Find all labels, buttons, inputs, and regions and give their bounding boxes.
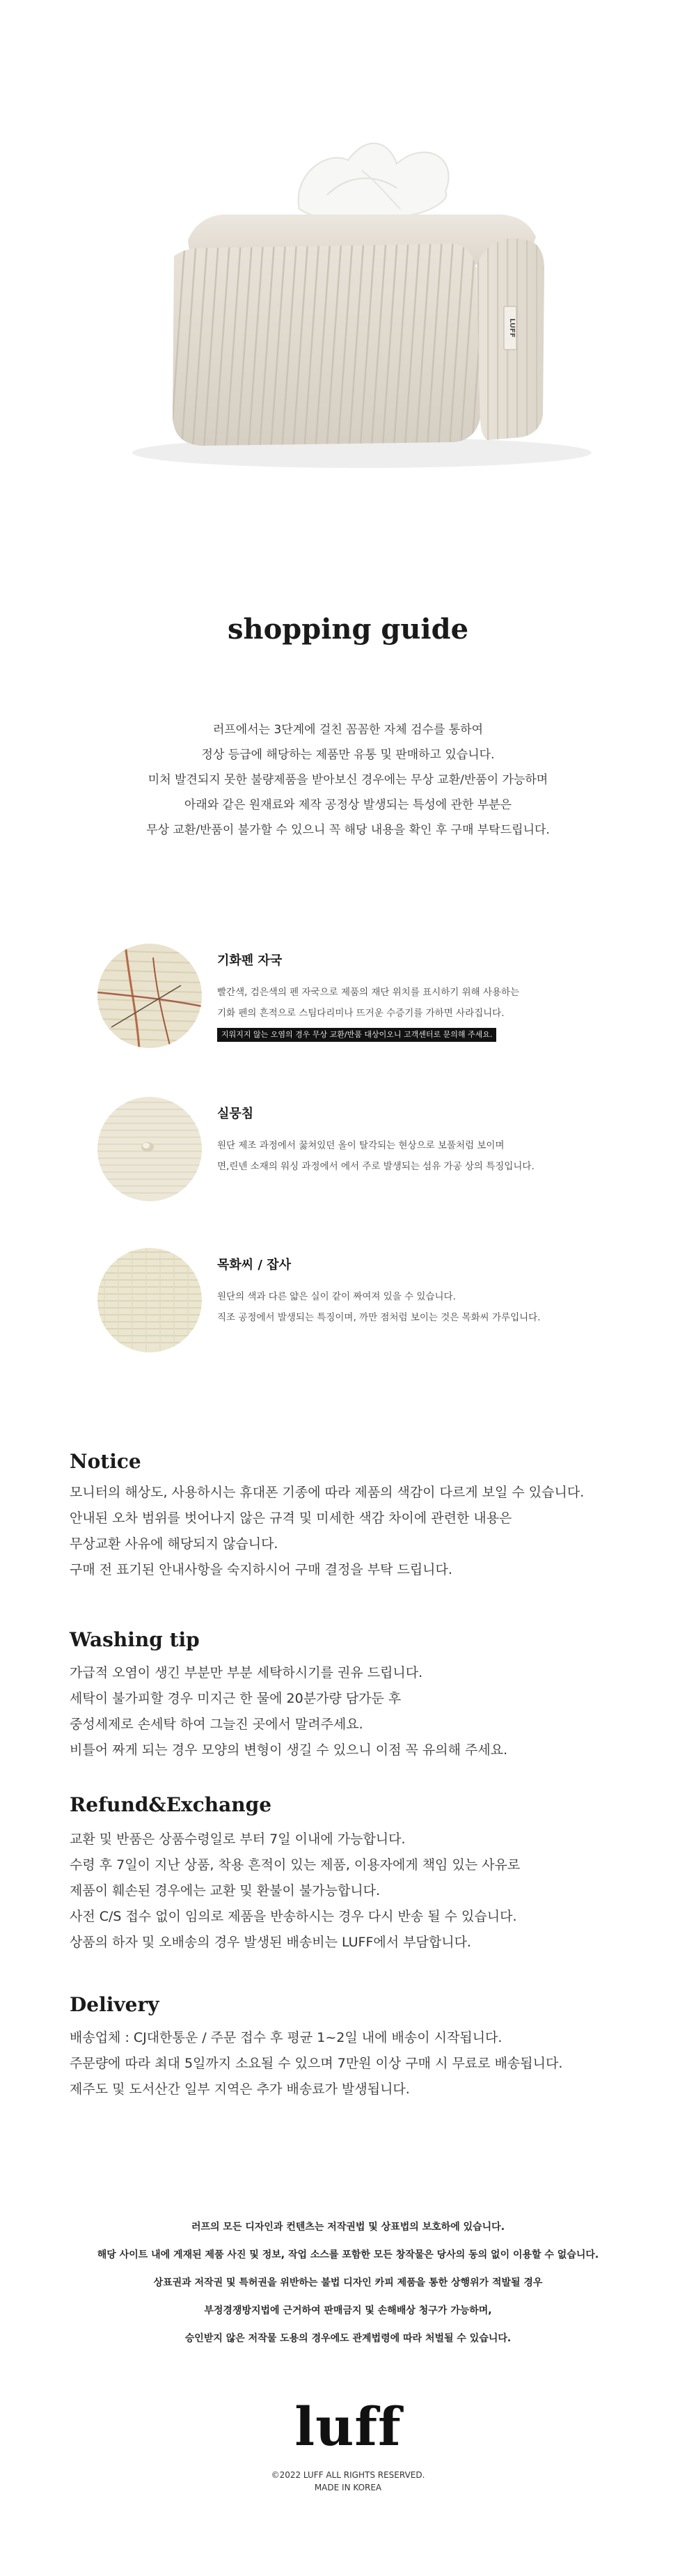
delivery-line: 주문량에 따라 최대 5일까지 소요될 수 있으며 7만원 이상 구매 시 무료로 배송됩니다. bbox=[70, 2056, 563, 2071]
defect-title: 기화펜 자국 bbox=[217, 953, 283, 968]
guide-intro bbox=[0, 717, 696, 843]
made-in-text: MADE IN KOREA bbox=[314, 2483, 382, 2492]
refund-line: 상품의 하자 및 오배송의 경우 발생된 배송비는 LUFF에서 부담합니다. bbox=[70, 1935, 471, 1950]
defect-item-cotton-seed bbox=[97, 1248, 640, 1352]
delivery-line: 배송업체 : CJ대한통운 / 주문 접수 후 평균 1~2일 내에 배송이 시작됩니다. bbox=[70, 2030, 503, 2045]
intro-line: 미처 발견되지 못한 불량제품을 받아보신 경우에는 무상 교환/반품이 가능하며 bbox=[148, 773, 548, 787]
shopping-guide-title: shopping guide bbox=[227, 613, 469, 646]
thread-clump-swatch-image bbox=[97, 1097, 202, 1201]
notice-body bbox=[70, 1480, 654, 1583]
copyright-line: 상표권과 저작권 및 특허권을 위반하는 불법 디자인 카피 제품을 통한 상행위가 적발될 경우 bbox=[153, 2277, 543, 2288]
notice-line: 구매 전 표기된 안내사항을 숙지하시어 구매 결정을 부탁 드립니다. bbox=[70, 1562, 452, 1577]
refund-line: 제품이 훼손된 경우에는 교환 및 환불이 불가능합니다. bbox=[70, 1883, 381, 1898]
rights-text: ©2022 LUFF ALL RIGHTS RESERVED. bbox=[271, 2470, 425, 2480]
defect-line: 원단의 색과 다른 얇은 실이 같이 짜여져 있을 수 있습니다. bbox=[217, 1291, 456, 1302]
intro-line: 정상 등급에 해당하는 제품만 유통 및 판매하고 있습니다. bbox=[201, 748, 495, 762]
defect-item-thread-clump bbox=[97, 1097, 640, 1201]
copyright-notice bbox=[0, 2213, 696, 2352]
intro-line: 러프에서는 3단계에 걸친 꼼꼼한 자체 검수를 통하여 bbox=[212, 723, 484, 737]
refund-exchange-body bbox=[70, 1827, 654, 1956]
refund-line: 교환 및 반품은 상품수령일로 부터 7일 이내에 가능합니다. bbox=[70, 1832, 406, 1847]
cotton-seed-swatch-image bbox=[97, 1248, 202, 1352]
intro-line: 아래와 같은 원재료와 제작 공정상 발생되는 특성에 관한 부분은 bbox=[184, 798, 512, 812]
defect-line: 기화 펜의 흔적으로 스팀다리미나 뜨거운 수증기를 가하면 사라집니다. bbox=[217, 1008, 505, 1019]
notice-heading: Notice bbox=[70, 1450, 141, 1473]
washing-tip-heading: Washing tip bbox=[70, 1628, 200, 1651]
defect-line: 면,린넨 소재의 워싱 과정에서 에서 주로 발생되는 섬유 가공 상의 특징입니다. bbox=[217, 1161, 535, 1172]
washing-line: 중성세제로 손세탁 하여 그늘진 곳에서 말려주세요. bbox=[70, 1717, 363, 1732]
defect-description bbox=[217, 982, 663, 1045]
copyright-line: 승인받지 않은 저작물 도용의 경우에도 관계법령에 따라 처벌될 수 있습니다. bbox=[184, 2333, 512, 2344]
washing-line: 비틀어 짜게 되는 경우 모양의 변형이 생길 수 있으니 이점 꼭 유의해 주세요. bbox=[70, 1742, 508, 1758]
delivery-heading: Delivery bbox=[70, 1993, 159, 2016]
tissue-paper bbox=[299, 143, 449, 222]
delivery-line: 제주도 및 도서산간 일부 지역은 추가 배송료가 발생됩니다. bbox=[70, 2082, 410, 2097]
defect-description bbox=[217, 1286, 663, 1328]
copyright-line: 부정경쟁방지법에 근거하여 판매금지 및 손해배상 청구가 가능하며, bbox=[204, 2305, 492, 2316]
defect-line: 원단 제조 과정에서 꿇쳐있던 올이 탈각되는 현상으로 보풀처럼 보이며 bbox=[217, 1140, 505, 1151]
refund-line: 수령 후 7일이 지난 상품, 착용 흔적이 있는 제품, 이용자에게 책임 있는 사유로 bbox=[70, 1857, 521, 1873]
defect-title: 실뭉침 bbox=[217, 1107, 254, 1121]
refund-line: 사전 C/S 접수 없이 임의로 제품을 반송하시는 경우 다시 반송 될 수 있습니다. bbox=[70, 1909, 517, 1924]
defect-note-badge: 지워지지 않는 오염의 경우 무상 교환/반품 대상이오니 고객센터로 문의해 주세요. bbox=[217, 1028, 496, 1042]
svg-text:LUFF: LUFF bbox=[508, 318, 516, 338]
pen-mark-swatch-image bbox=[97, 944, 202, 1048]
copyright-line: 해당 사이트 내에 게재된 제품 사진 및 정보, 작업 소스를 포함한 모든 창작물은 당사의 동의 없이 이용할 수 없습니다. bbox=[97, 2249, 599, 2261]
copyright-line: 러프의 모든 디자인과 컨텐츠는 저작권법 및 상표법의 보호하에 있습니다. bbox=[191, 2222, 505, 2233]
delivery-body bbox=[70, 2025, 654, 2102]
intro-line: 무상 교환/반품이 불가할 수 있으니 꼭 해당 내용을 확인 후 구매 부탁드립니다. bbox=[146, 823, 550, 837]
defect-line: 직조 공정에서 발생되는 특징이며, 까만 점처럼 보이는 것은 목화씨 가루입니다. bbox=[217, 1312, 541, 1323]
tissue-box-illustration bbox=[0, 0, 696, 557]
footer-rights bbox=[0, 2469, 696, 2494]
luff-logo: luff bbox=[294, 2396, 402, 2458]
washing-line: 세탁이 불가피할 경우 미지근 한 물에 20분가량 담가둔 후 bbox=[70, 1691, 402, 1706]
washing-tip-body bbox=[70, 1660, 654, 1763]
defect-title: 목화씨 / 잡사 bbox=[217, 1258, 292, 1272]
hero-product-image bbox=[0, 0, 696, 557]
refund-exchange-heading: Refund&Exchange bbox=[70, 1793, 272, 1816]
notice-line: 안내된 오차 범위를 벗어나지 않은 규격 및 미세한 색감 차이에 관련한 내용은 bbox=[70, 1511, 512, 1526]
defect-description bbox=[217, 1135, 663, 1177]
washing-line: 가급적 오염이 생긴 부분만 부분 세탁하시기를 권유 드립니다. bbox=[70, 1665, 423, 1680]
defect-item-pen-mark bbox=[97, 944, 640, 1048]
notice-line: 모니터의 해상도, 사용하시는 휴대폰 기종에 따라 제품의 색감이 다르게 보일 수 있습니다. bbox=[70, 1485, 585, 1500]
defect-line: 빨간색, 검은색의 펜 자국으로 제품의 재단 위치를 표시하기 위해 사용하는 bbox=[217, 987, 520, 998]
notice-line: 무상교환 사유에 해당되지 않습니다. bbox=[70, 1536, 278, 1552]
